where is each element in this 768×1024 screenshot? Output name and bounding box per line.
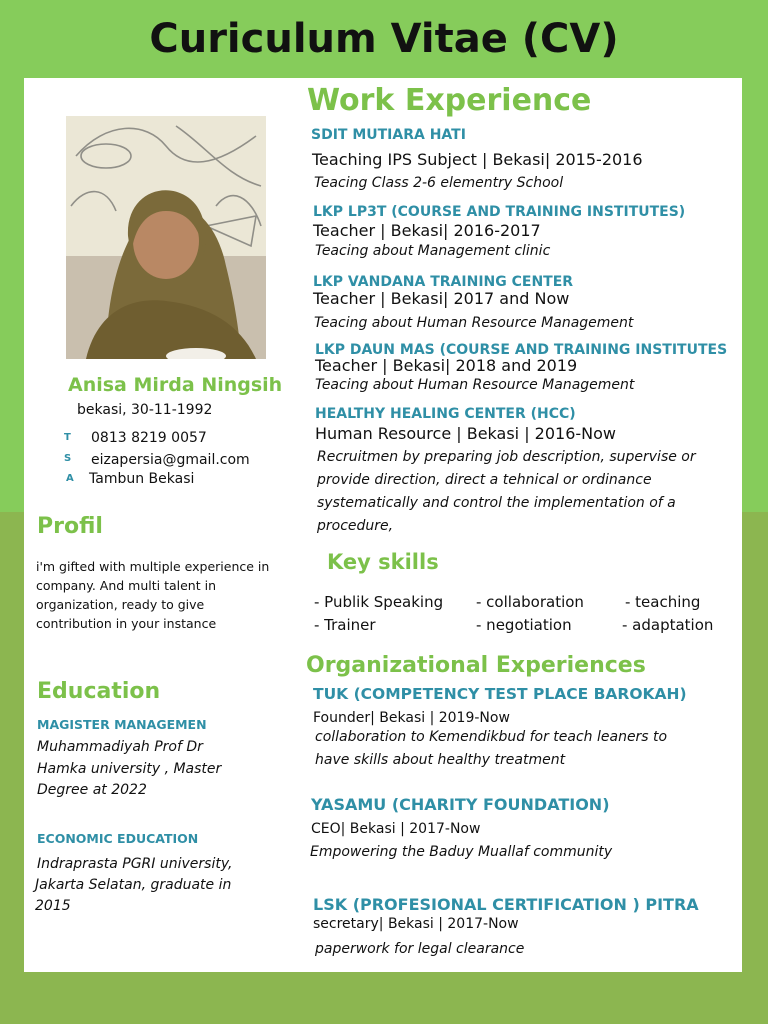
profile-photo-illustration (66, 116, 266, 359)
profil-heading: Profil (37, 514, 103, 539)
work-role: Teaching IPS Subject | Bekasi| 2015-2016 (312, 150, 643, 169)
work-role: Human Resource | Bekasi | 2016-Now (315, 424, 617, 443)
skill-item: - collaboration (476, 593, 584, 611)
education-heading: Education (37, 679, 161, 704)
org-desc: paperwork for legal clearance (315, 941, 525, 957)
work-org: SDIT MUTIARA HATI (311, 127, 466, 143)
profil-line: organization, ready to give (36, 597, 205, 612)
skills-heading: Key skills (327, 550, 439, 574)
org-desc: Empowering the Baduy Muallaf community (310, 844, 613, 860)
education-degree: MAGISTER MANAGEMEN (37, 717, 207, 732)
person-birth: bekasi, 30-11-1992 (77, 402, 213, 418)
org-role: Founder| Bekasi | 2019-Now (313, 710, 510, 726)
education-line: Indraprasta PGRI university, (37, 856, 233, 872)
org-role: secretary| Bekasi | 2017-Now (313, 916, 519, 932)
contact-key-address: A (66, 473, 74, 484)
work-desc: Teacing about Human Resource Management (315, 377, 635, 393)
contact-key-email: S (64, 453, 72, 464)
work-org: LKP LP3T (COURSE AND TRAINING INSTITUTES) (313, 204, 686, 220)
org-name: LSK (PROFESIONAL CERTIFICATION ) PITRA (313, 895, 699, 914)
skill-item: - Trainer (314, 616, 376, 634)
org-name: YASAMU (CHARITY FOUNDATION) (311, 795, 610, 814)
work-desc: Teacing about Management clinic (315, 243, 551, 259)
profil-line: i'm gifted with multiple experience in (36, 559, 270, 574)
work-role: Teacher | Bekasi| 2017 and Now (313, 289, 570, 308)
education-line: Jakarta Selatan, graduate in (35, 877, 232, 893)
person-name: Anisa Mirda Ningsih (68, 374, 283, 396)
education-line: Muhammadiyah Prof Dr (37, 739, 203, 755)
work-org: LKP VANDANA TRAINING CENTER (313, 274, 574, 290)
work-org: LKP DAUN MAS (COURSE AND TRAINING INSTITUTES (315, 342, 728, 358)
work-heading: Work Experience (307, 83, 592, 118)
skill-item: - adaptation (622, 616, 714, 634)
org-desc: have skills about healthy treatment (315, 752, 566, 768)
work-desc: Recruitmen by preparing job description, supervise or (317, 449, 696, 465)
education-line: Degree at 2022 (37, 782, 147, 798)
work-desc: systematically and control the implementation of a (317, 495, 676, 511)
profile-photo (66, 116, 266, 359)
org-name: TUK (COMPETENCY TEST PLACE BAROKAH) (313, 685, 687, 703)
skill-item: - Publik Speaking (314, 593, 444, 611)
org-desc: collaboration to Kemendikbud for teach leaners to (315, 729, 668, 745)
skill-item: - teaching (625, 593, 701, 611)
contact-address: Tambun Bekasi (89, 471, 195, 487)
profil-line: company. And multi talent in (36, 578, 216, 593)
work-org: HEALTHY HEALING CENTER (HCC) (315, 406, 576, 422)
contact-key-phone: T (64, 432, 71, 443)
skill-item: - negotiation (476, 616, 572, 634)
education-line: Hamka university , Master (37, 761, 222, 777)
contact-phone[interactable]: 0813 8219 0057 (91, 430, 207, 446)
org-heading: Organizational Experiences (306, 653, 646, 678)
org-role: CEO| Bekasi | 2017-Now (311, 821, 481, 837)
contact-email[interactable]: eizapersia@gmail.com (91, 452, 250, 468)
work-desc: Teacing Class 2-6 elementry School (314, 175, 564, 191)
work-desc: procedure, (317, 518, 394, 534)
work-desc: Teacing about Human Resource Management (314, 315, 634, 331)
work-role: Teacher | Bekasi| 2018 and 2019 (315, 356, 578, 375)
education-degree: ECONOMIC EDUCATION (37, 831, 199, 846)
page-title: Curiculum Vitae (CV) (149, 16, 619, 62)
work-desc: provide direction, direct a tehnical or ordinance (317, 472, 652, 488)
profil-line: contribution in your instance (36, 616, 217, 631)
work-role: Teacher | Bekasi| 2016-2017 (313, 221, 541, 240)
education-line: 2015 (35, 898, 71, 914)
